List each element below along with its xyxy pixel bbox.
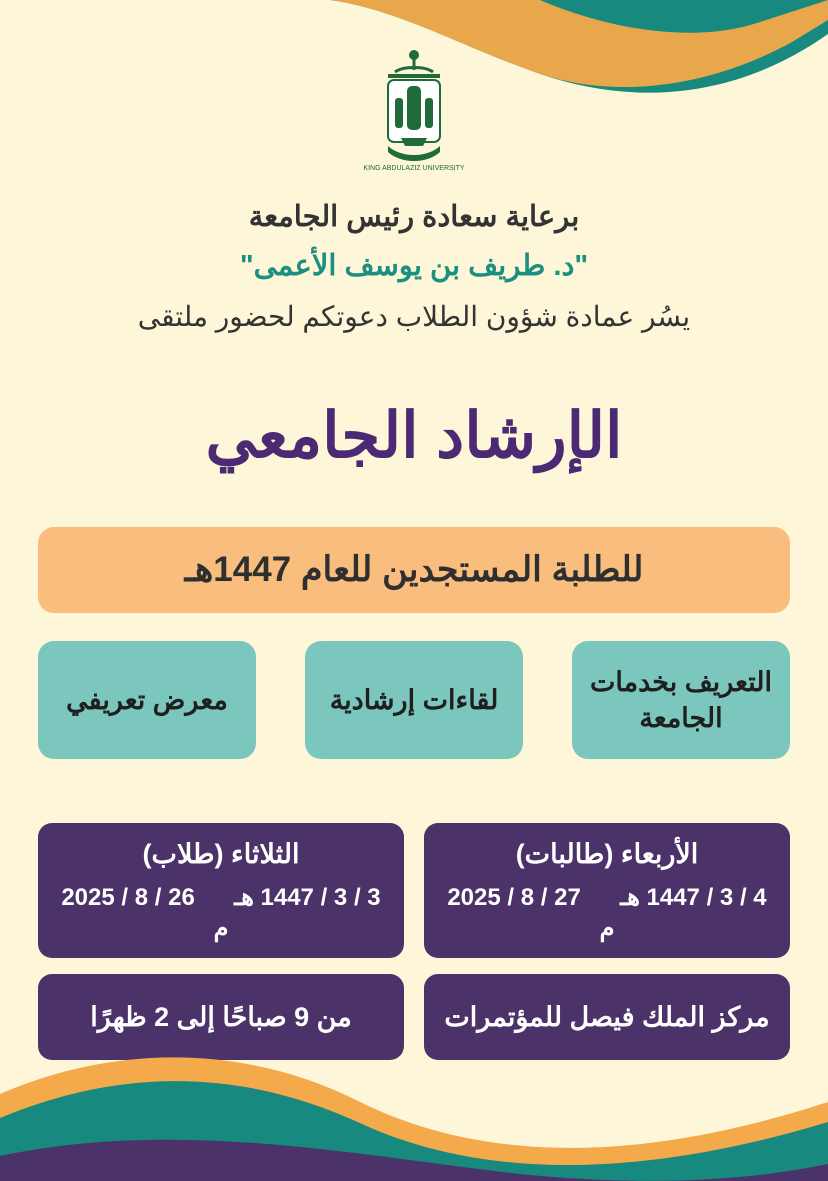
time-text: من 9 صباحًا إلى 2 ظهرًا xyxy=(90,1002,352,1033)
date-hijri: 3 / 3 / 1447 هـ xyxy=(234,884,381,912)
svg-text:KING ABDULAZIZ UNIVERSITY: KING ABDULAZIZ UNIVERSITY xyxy=(363,165,465,172)
page-title: الإرشاد الجامعي xyxy=(205,401,623,471)
kau-university-crest-icon xyxy=(355,46,473,172)
patronage-line: برعاية سعادة رئيس الجامعة xyxy=(248,201,580,233)
intro-block xyxy=(0,198,828,336)
event-venue-row xyxy=(38,974,790,1060)
subtitle-banner xyxy=(38,527,790,613)
event-details xyxy=(38,823,790,1060)
date-gregorian: 26 / 8 / 2025 م xyxy=(61,884,229,943)
feature-item-services xyxy=(572,641,790,759)
date-card-dates xyxy=(56,882,386,944)
date-hijri: 4 / 3 / 1447 هـ xyxy=(620,884,767,912)
university-logo xyxy=(0,46,828,172)
feature-label: التعريف بخدمات الجامعة xyxy=(590,666,772,733)
date-card-title: الأربعاء (طالبات) xyxy=(515,839,699,869)
event-dates-row xyxy=(38,823,790,958)
date-card-title: الثلاثاء (طلاب) xyxy=(142,839,300,869)
date-card-dates xyxy=(442,882,772,944)
date-card-female xyxy=(424,823,790,958)
feature-item-meetings xyxy=(305,641,523,759)
subtitle-text: للطلبة المستجدين للعام 1447هـ xyxy=(184,550,644,589)
venue-card xyxy=(424,974,790,1060)
feature-list xyxy=(38,641,790,759)
feature-label: لقاءات إرشادية xyxy=(329,684,499,715)
feature-item-exhibition xyxy=(38,641,256,759)
invitation-line: يسُر عمادة شؤون الطلاب دعوتكم لحضور ملتقى xyxy=(137,301,691,333)
time-card xyxy=(38,974,404,1060)
date-gregorian: 27 / 8 / 2025 م xyxy=(447,884,615,943)
president-name: "د. طريف بن يوسف الأعمى" xyxy=(239,250,589,283)
venue-text: مركز الملك فيصل للمؤتمرات xyxy=(444,1002,770,1033)
feature-label: معرض تعريفي xyxy=(66,684,228,715)
date-card-male xyxy=(38,823,404,958)
